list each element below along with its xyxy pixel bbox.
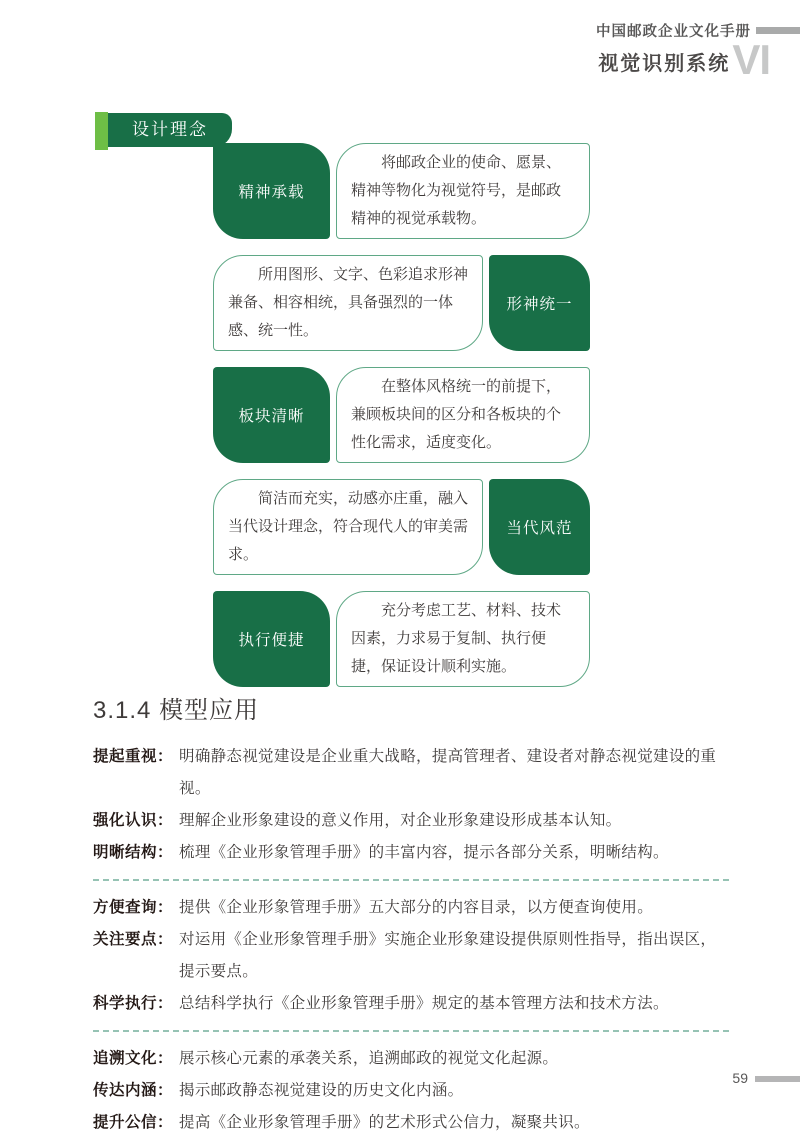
tag-label: 设计理念 [108, 113, 232, 147]
item-text: 展示核心元素的承袭关系，追溯邮政的视觉文化起源。 [179, 1050, 559, 1067]
principle-description: 在整体风格统一的前提下，兼顾板块间的区分和各板块的个性化需求，适度变化。 [351, 378, 562, 451]
principle-row [213, 479, 590, 575]
principle-description-box [336, 367, 590, 463]
list-item [93, 988, 729, 1020]
principle-description-box [213, 255, 483, 351]
item-label: 强化认识： [93, 812, 174, 829]
item-group [93, 892, 729, 1020]
item-label: 科学执行： [93, 995, 174, 1012]
item-label: 明晰结构： [93, 844, 174, 861]
list-item [93, 1107, 729, 1132]
item-label: 提升公信： [93, 1114, 174, 1131]
item-text: 提供《企业形象管理手册》五大部分的内容目录，以方便查询使用。 [179, 899, 654, 916]
header-bar-decoration [756, 27, 800, 34]
section-heading [93, 690, 729, 725]
item-label: 关注要点： [93, 931, 174, 948]
list-item [93, 1043, 729, 1075]
item-label: 方便查询： [93, 899, 174, 916]
manual-title: 中国邮政企业文化手册 [596, 24, 751, 40]
item-group [93, 741, 729, 869]
item-text: 提高《企业形象管理手册》的艺术形式公信力，凝聚共识。 [179, 1114, 590, 1131]
principle-row [213, 255, 590, 351]
item-label: 追溯文化： [93, 1050, 174, 1067]
principle-row [213, 143, 590, 239]
tag-accent-bar [95, 112, 108, 150]
design-principles-diagram [213, 143, 590, 703]
item-text: 理解企业形象建设的意义作用，对企业形象建设形成基本认知。 [179, 812, 622, 829]
principle-row [213, 367, 590, 463]
principle-description: 将邮政企业的使命、愿景、精神等物化为视觉符号，是邮政精神的视觉承载物。 [351, 154, 562, 227]
principle-description: 充分考虑工艺、材料、技术因素，力求易于复制、执行便捷，保证设计顺利实施。 [351, 602, 562, 675]
page-number: 59 [732, 1070, 748, 1086]
item-text: 揭示邮政静态视觉建设的历史文化内涵。 [179, 1082, 464, 1099]
header-subtitle-row [596, 36, 800, 83]
section-heading-title: 模型应用 [159, 697, 260, 724]
model-application-section [93, 690, 729, 1132]
item-text: 梳理《企业形象管理手册》的丰富内容，提示各部分关系，明晰结构。 [179, 844, 669, 861]
principle-description-box [336, 591, 590, 687]
item-text: 明确静态视觉建设是企业重大战略，提高管理者、建设者对静态视觉建设的重视。 [179, 748, 717, 797]
list-item [93, 892, 729, 924]
principle-label: 执行便捷 [213, 591, 330, 687]
item-label: 传达内涵： [93, 1082, 174, 1099]
item-label: 提起重视： [93, 748, 174, 765]
principle-label: 板块清晰 [213, 367, 330, 463]
list-item [93, 924, 729, 988]
footer-bar-decoration [755, 1076, 800, 1082]
list-item [93, 837, 729, 869]
principle-label: 形神统一 [489, 255, 590, 351]
dashed-divider [93, 1030, 729, 1032]
design-concept-tag [95, 112, 232, 150]
principle-label: 精神承载 [213, 143, 330, 239]
item-text: 对运用《企业形象管理手册》实施企业形象建设提供原则性指导，指出误区，提示要点。 [179, 931, 717, 980]
list-item [93, 1075, 729, 1107]
principle-description: 简洁而充实，动感亦庄重，融入当代设计理念，符合现代人的审美需求。 [228, 490, 469, 563]
principle-description: 所用图形、文字、色彩追求形神兼备、相容相统，具备强烈的一体感、统一性。 [228, 266, 469, 339]
item-group [93, 1043, 729, 1132]
item-text: 总结科学执行《企业形象管理手册》规定的基本管理方法和技术方法。 [179, 995, 669, 1012]
section-heading-number: 3.1.4 [93, 697, 152, 724]
section-title: 视觉识别系统 [598, 53, 731, 75]
principle-description-box [213, 479, 483, 575]
principle-description-box [336, 143, 590, 239]
principle-label: 当代风范 [489, 479, 590, 575]
vi-badge: VI [732, 36, 770, 83]
list-item [93, 805, 729, 837]
list-item [93, 741, 729, 805]
page-header [596, 20, 800, 83]
dashed-divider [93, 879, 729, 881]
principle-row [213, 591, 590, 687]
